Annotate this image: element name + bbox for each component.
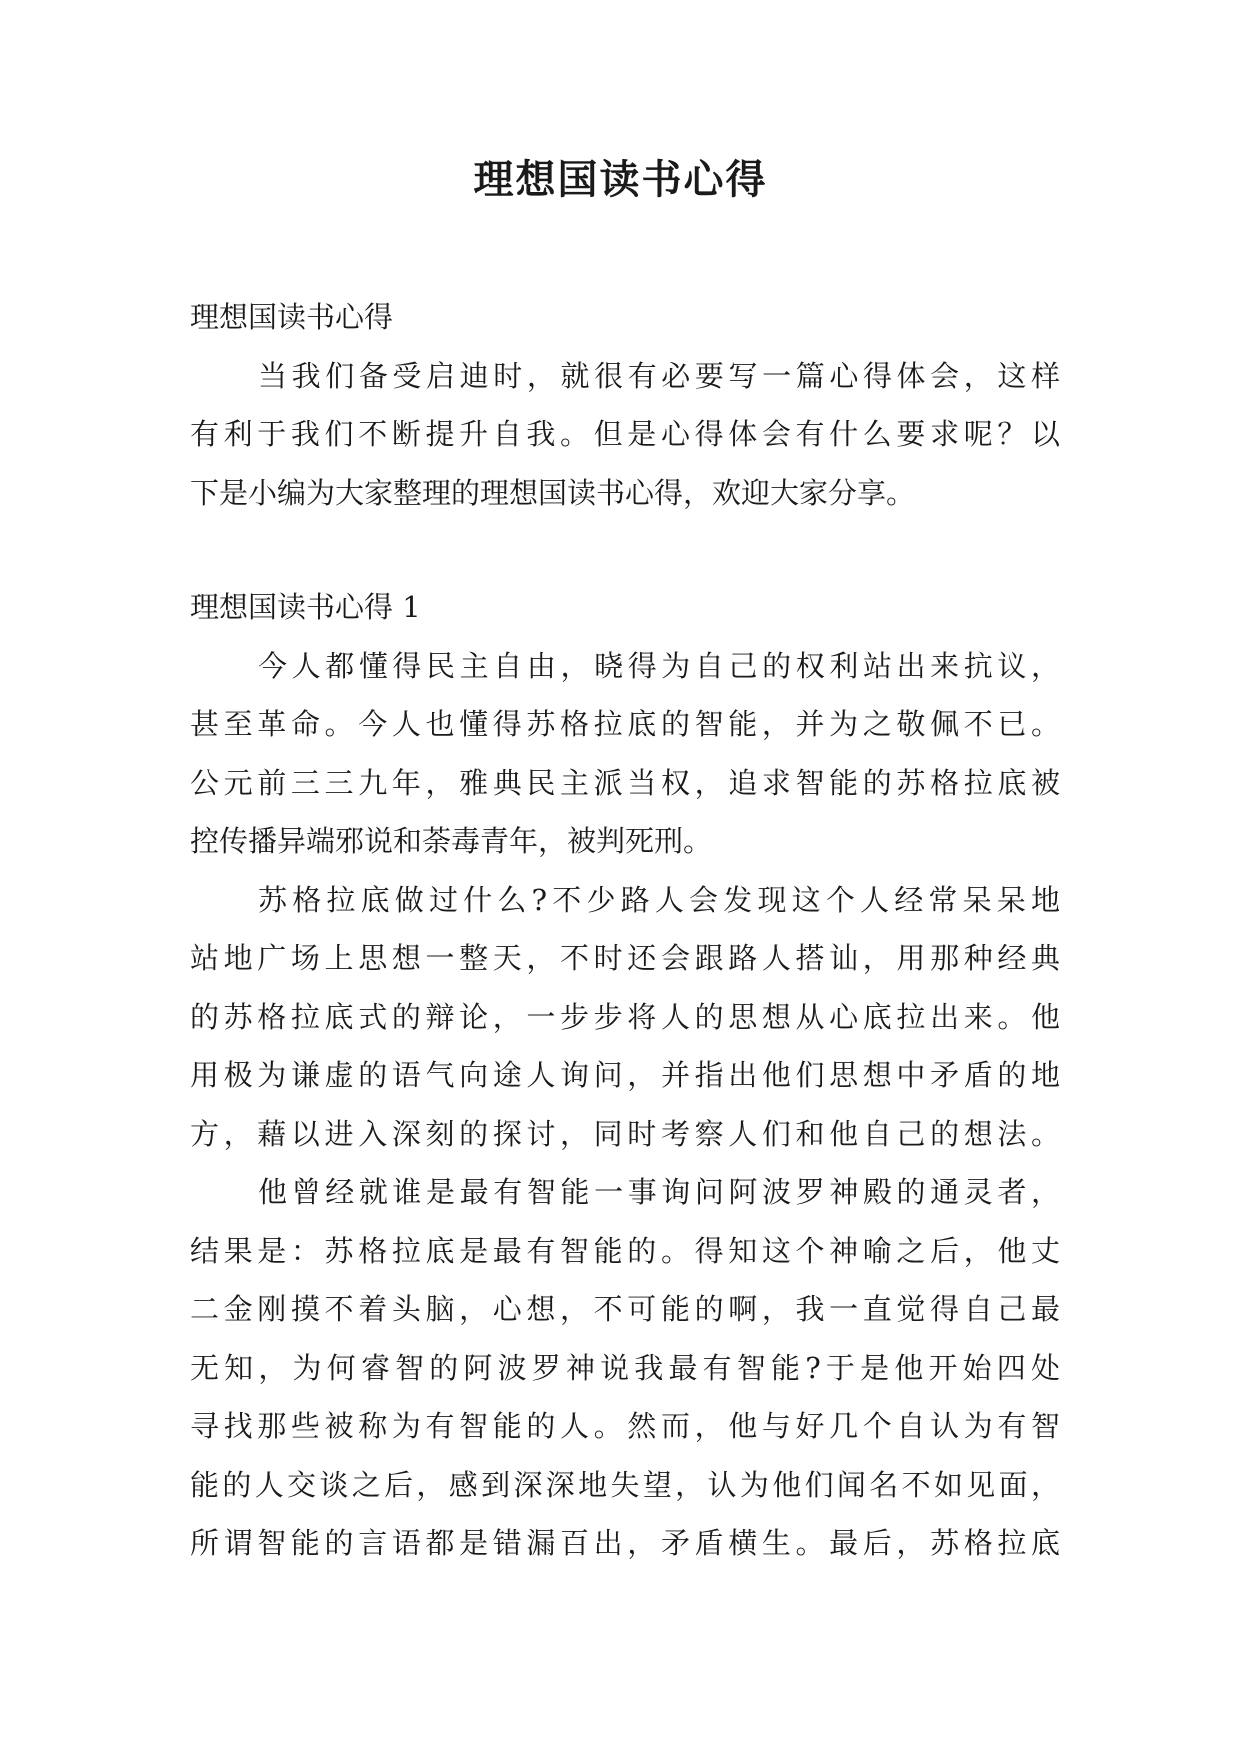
paragraph-line: 二金刚摸不着头脑，心想，不可能的啊，我一直觉得自己最 [190, 1292, 1060, 1326]
paragraph-line: 控传播异端邪说和荼毒青年，被判死刑。 [190, 824, 713, 858]
paragraph-line: 所谓智能的言语都是错漏百出，矛盾横生。最后，苏格拉底 [190, 1526, 1060, 1560]
paragraph-line: 结果是：苏格拉底是最有智能的。得知这个神喻之后，他丈 [190, 1233, 1060, 1268]
document-body [190, 288, 1060, 1573]
document-title: 理想国读书心得 [473, 156, 768, 203]
paragraph-line: 能的人交谈之后，感到深深地失望，认为他们闻名不如见面， [190, 1467, 1060, 1502]
paragraph-line: 寻找那些被称为有智能的人。然而，他与好几个自认为有智 [190, 1409, 1060, 1443]
paragraph-line: 苏格拉底做过什么?不少路人会发现这个人经常呆呆地 [258, 882, 1060, 917]
paragraph-line: 方，藉以进入深刻的探讨，同时考察人们和他自己的想法。 [190, 1116, 1060, 1151]
paragraph-line: 今人都懂得民主自由，晓得为自己的权利站出来抗议， [258, 648, 1060, 683]
paragraph-line: 公元前三三九年，雅典民主派当权，追求智能的苏格拉底被 [190, 765, 1060, 800]
paragraph-line: 用极为谦虚的语气向途人询问，并指出他们思想中矛盾的地 [190, 1058, 1060, 1092]
paragraph-line: 的苏格拉底式的辩论，一步步将人的思想从心底拉出来。他 [190, 999, 1060, 1034]
paragraph-gap [190, 522, 1060, 578]
intro-line: 当我们备受启迪时，就很有必要写一篇心得体会，这样 [258, 358, 1060, 393]
intro-line: 有利于我们不断提升自我。但是心得体会有什么要求呢？以 [190, 417, 1060, 451]
intro-line: 下是小编为大家整理的理想国读书心得，欢迎大家分享。 [190, 475, 916, 510]
paragraph-line: 他曾经就谁是最有智能一事询问阿波罗神殿的通灵者， [258, 1175, 1060, 1209]
paragraph-line: 站地广场上思想一整天，不时还会跟路人搭讪，用那种经典 [190, 941, 1060, 975]
paragraph-line: 无知，为何睿智的阿波罗神说我最有智能?于是他开始四处 [190, 1350, 1060, 1385]
section-heading-main: 理想国读书心得 [190, 300, 394, 334]
paragraph-line: 甚至革命。今人也懂得苏格拉底的智能，并为之敬佩不已。 [190, 707, 1060, 741]
section-heading-1: 理想国读书心得 1 [190, 590, 421, 624]
